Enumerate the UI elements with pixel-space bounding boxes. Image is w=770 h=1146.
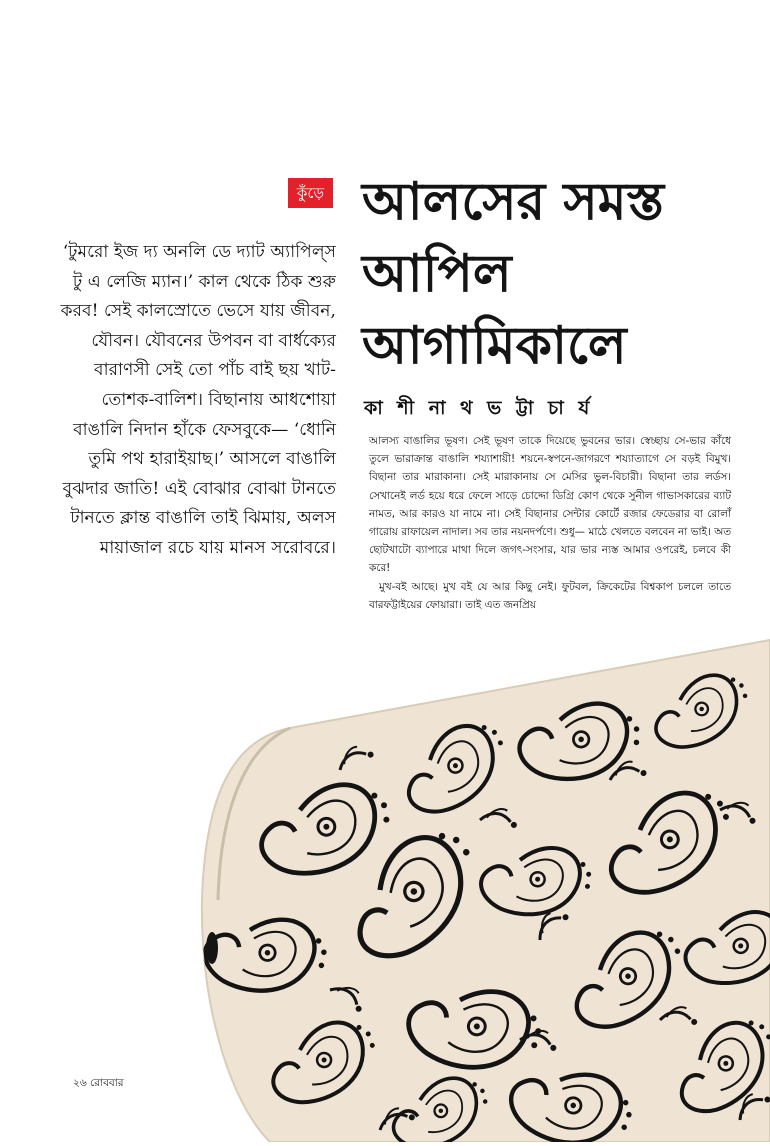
body-paragraph: মুখ-বই আছে। মুখ বই যে আর কিছু নেই। ফুটবল, ক্রিকেটের বিশ্বকাপ চললে তাতে বারফট্টাইয়ের ফোয়ারা। তাই এত জনপ্রিয় — [369, 580, 731, 611]
section-tag: কুঁড়ে — [288, 178, 333, 208]
title-line: আপিল — [362, 243, 512, 304]
author-byline: কা শী না থ ভ ট্টা চা র্য — [364, 397, 594, 419]
article-body — [369, 432, 731, 614]
article-title — [362, 166, 762, 382]
pull-quote: ‘টুমরো ইজ দ্য অনলি ডে দ্যাট অ্যাপিল্‌স টু এ লেজি ম্যান।’ কাল থেকে ঠিক শুরু করব! সেই কালস্রোতে ভেসে যায় জীবন, যৌবন। যৌবনের উপবন বা বার্ধক্যের বারাণসী সেই তো পাঁচ বাই ছয় খাট-তোশক-বালিশ। বিছানায় আধশোয়া বাঙালি নিদান হাঁকে ফেসবুকে— ‘ধোনি তুমি পথ হারাইয়াছ।’ আসলে বাঙালি বুঝদার জাতি! এই বোঝার বোঝা টানতে টানতে ক্লান্ত বাঙালি তাই ঝিমায়, অলস মায়াজাল রচে যায় মানস সরোবরে। — [60, 242, 336, 558]
bolster-pillow-image — [0, 600, 770, 1142]
title-line: আগামিকালে — [362, 315, 627, 376]
title-line: আলসের সমস্ত — [362, 171, 664, 232]
page-footer: ২৬ রোববার — [73, 1077, 124, 1089]
body-paragraph: আলস্য বাঙালির ভূষণ। সেই ভূষণ তাকে দিয়েছে ভুবনের ভার। স্বেচ্ছায় সে-ভার কাঁধে তুলে ভারাক্রান্ত বাঙালি শয্যাশায়ী! শয়নে-স্বপনে-জাগরণে শয্যাত্যাগে সে বড়ই বিমুখ। বিছানা তার মারাকানা। সেই মারাকানায় সে মেসির ভুল-বিচারী। বিছানা তার লর্ডস। সেখানেই লর্ড হয়ে ধরে ফেলে সাড়ে চোদ্দো ডিগ্রি কোণ থেকে সুনীল গাভাসকারের ব্যাট নামত, আর কারও যা নামে না। সেই বিছানার সেন্টার কোর্টে রজার ফেডেরার বা রোলাঁ গারোয় রাফায়েল নাদাল। সব তার নয়নদর্পণে। শুধু— মাঠে খেলতে বলবেন না ভাই। অত ছোটখাটো ব্যাপারে মাথা দিলে জগৎ-সংসার, যার ভার ন্যস্ত আমার ওপরেই, চলবে কী করে! — [369, 435, 731, 575]
